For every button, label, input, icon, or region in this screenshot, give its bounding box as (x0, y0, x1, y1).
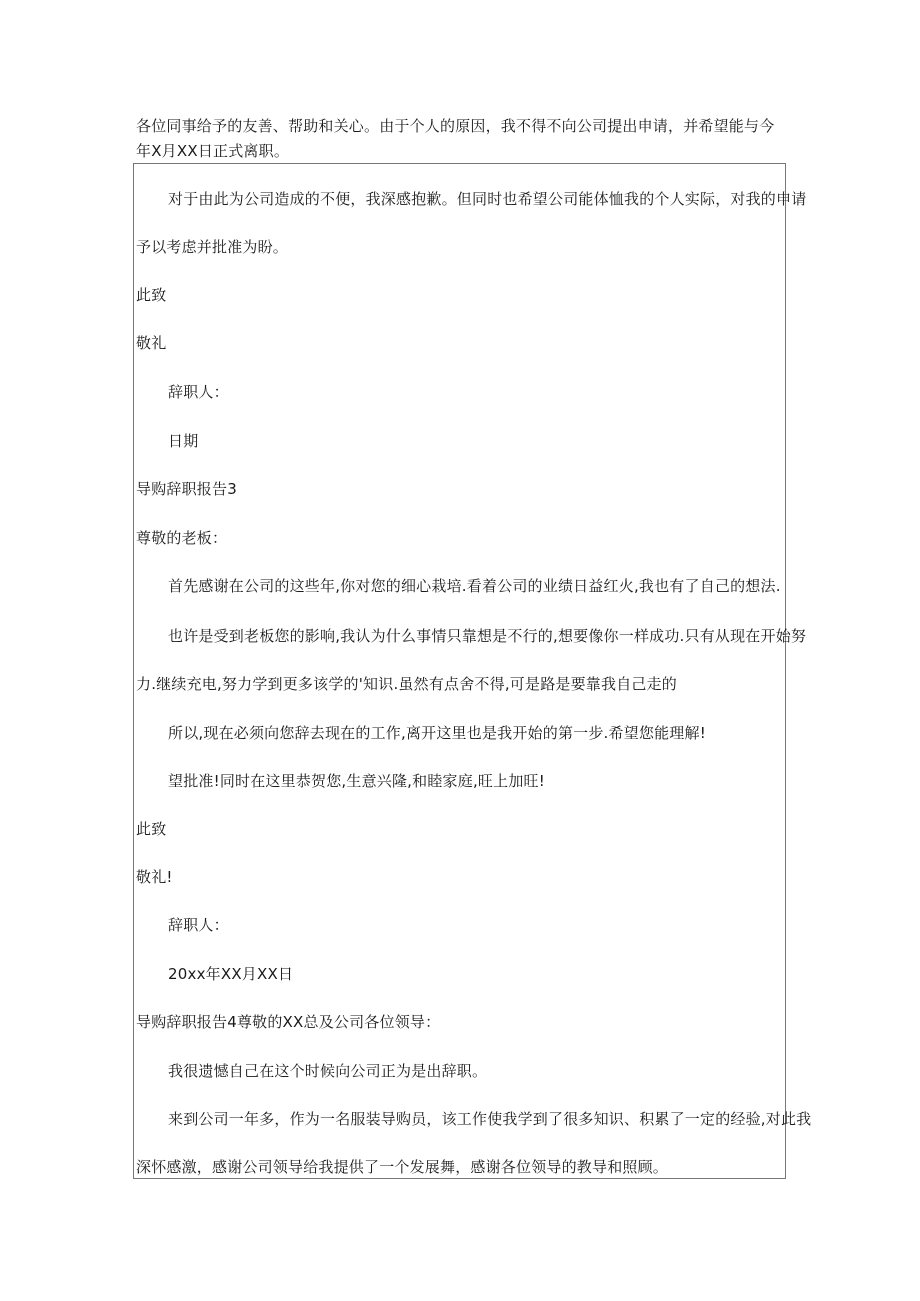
closing-cizhi-2: 此致 (136, 820, 167, 838)
apology-line-1: 对于由此为公司造成的不便，我深感抱歉。但同时也希望公司能体恤我的个人实际，对我的申请 (168, 190, 807, 208)
report-3-paragraph-3: 所以,现在必须向您辞去现在的工作,离开这里也是我开始的第一步.希望您能理解! (168, 724, 706, 742)
intro-paragraph: 各位同事给予的友善、帮助和关心。由于个人的原因，我不得不向公司提出申请，并希望能与今年X月XX日正式离职。 (136, 117, 775, 160)
report-4-title-salutation: 导购辞职报告4尊敬的XX总及公司各位领导： (136, 1013, 441, 1031)
report-3-title: 导购辞职报告3 (136, 480, 237, 498)
closing-jingli-1: 敬礼 (136, 334, 167, 352)
report-4-paragraph-2-line-2: 深怀感激，感谢公司领导给我提供了一个发展舞，感谢各位领导的教导和照顾。 (136, 1158, 669, 1176)
closing-cizhi-1: 此致 (136, 286, 167, 304)
signer-label-1: 辞职人： (168, 383, 229, 401)
report-3-salutation: 尊敬的老板： (136, 529, 228, 547)
apology-line-2: 予以考虑并批准为盼。 (136, 238, 289, 256)
report-3-paragraph-1: 首先感谢在公司的这些年,你对您的细心栽培.看着公司的业绩日益红火,我也有了自己的想法. (168, 577, 781, 595)
closing-jingli-2: 敬礼! (136, 868, 173, 886)
report-4-paragraph-1: 我很遗憾自己在这个时候向公司正为是出辞职。 (168, 1062, 488, 1080)
signer-label-2: 辞职人： (168, 916, 229, 934)
date-value-2: 20xx年XX月XX日 (168, 965, 294, 983)
date-label-1: 日期 (168, 432, 199, 450)
report-3-paragraph-4: 望批准!同时在这里恭贺您,生意兴隆,和睦家庭,旺上加旺! (168, 772, 545, 790)
report-3-paragraph-2-line-1: 也许是受到老板您的影响,我认为什么事情只靠想是不行的,想要像你一样成功.只有从现在开始努 (168, 627, 807, 645)
report-3-paragraph-2-line-2: 力.继续充电,努力学到更多该学的'知识.虽然有点舍不得,可是路是要靠我自己走的 (136, 675, 677, 693)
report-4-paragraph-2-line-1: 来到公司一年多，作为一名服装导购员，该工作使我学到了很多知识、积累了一定的经验,对此我 (168, 1110, 812, 1128)
